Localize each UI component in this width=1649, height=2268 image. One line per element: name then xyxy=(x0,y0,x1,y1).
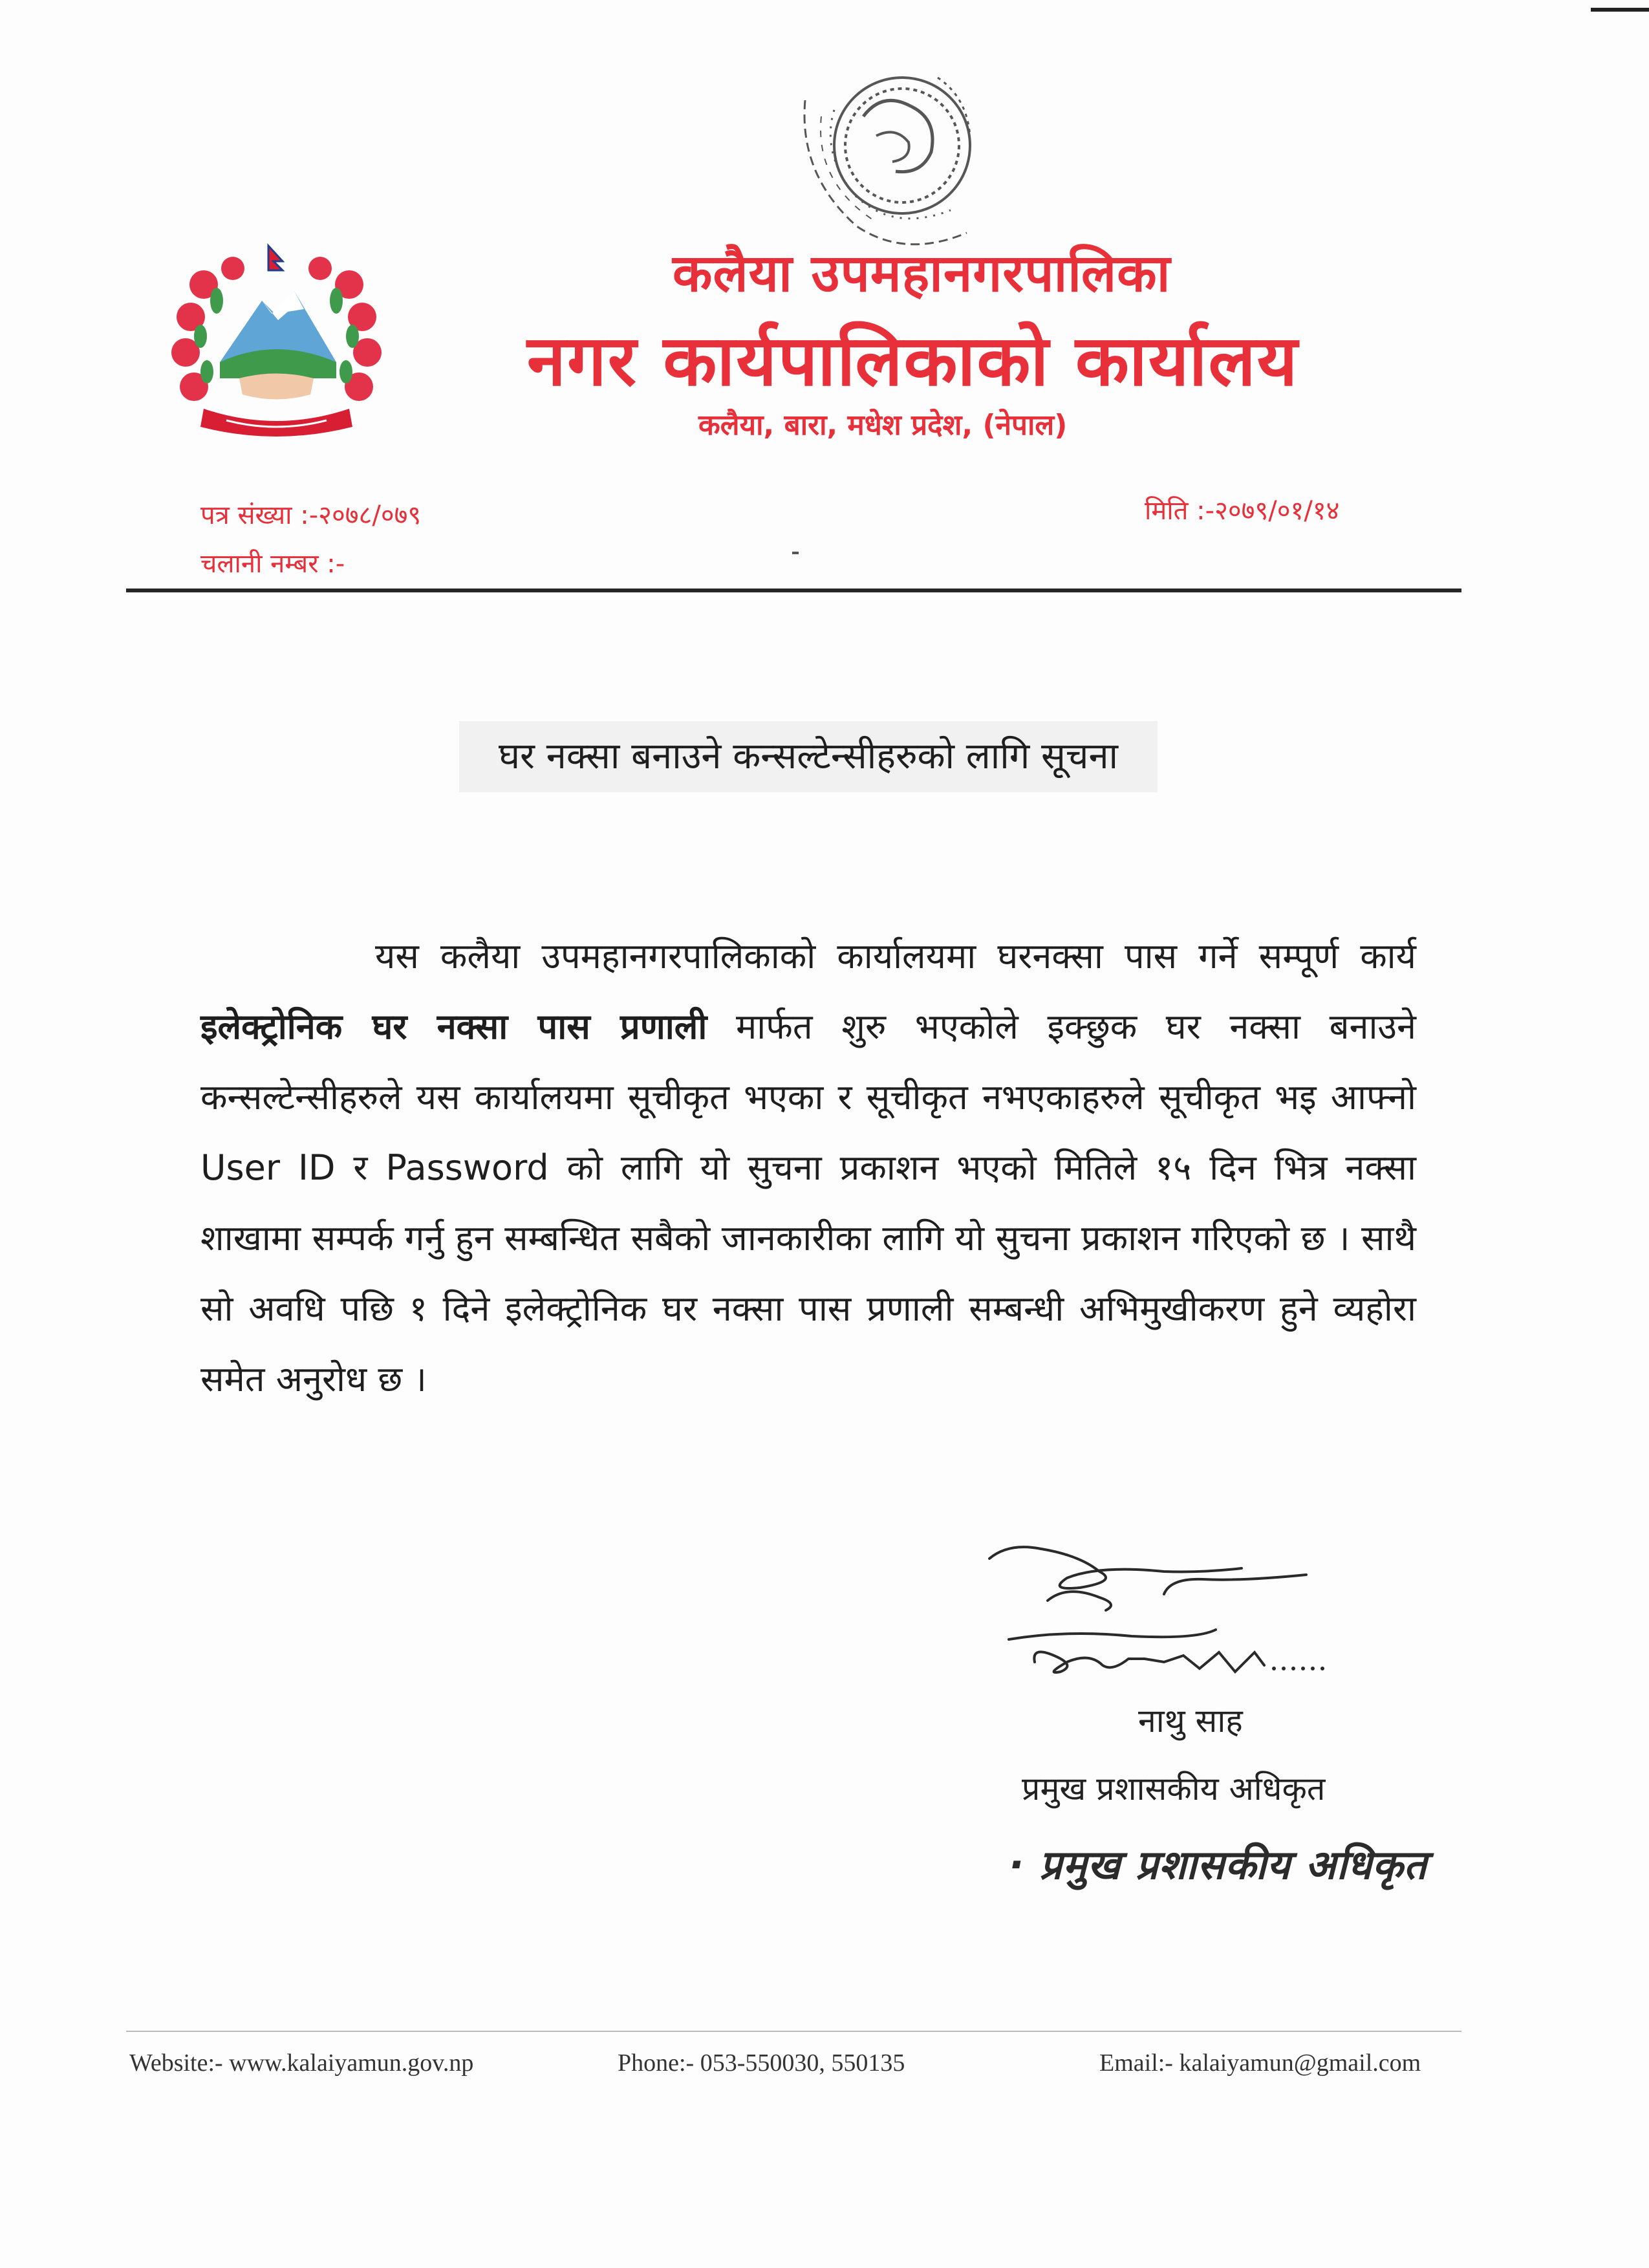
designation-stamp: · प्रमुख प्रशासकीय अधिकृत xyxy=(1009,1841,1427,1888)
body-text-part1: यस कलैया उपमहानगरपालिकाको कार्यालयमा घरनक्सा पास गर्ने सम्पूर्ण कार्य xyxy=(375,936,1416,977)
office-name: नगर कार्यपालिकाको कार्यालय xyxy=(527,321,1299,402)
scan-speck xyxy=(792,552,799,554)
letter-date: मिति :-२०७९/०१/१४ xyxy=(1145,496,1340,526)
scan-edge-mark xyxy=(1591,8,1649,12)
notice-body xyxy=(200,921,1416,1414)
nepal-emblem-icon xyxy=(165,239,388,446)
signatory-name: नाथु साह xyxy=(1138,1702,1243,1740)
signatory-title: प्रमुख प्रशासकीय अधिकृत xyxy=(1022,1770,1326,1808)
notice-subject: घर नक्सा बनाउने कन्सल्टेन्सीहरुको लागि सूचना xyxy=(459,721,1158,792)
office-address: कलैया, बारा, मधेश प्रदेश, (नेपाल) xyxy=(698,409,1068,442)
header-divider xyxy=(126,589,1461,592)
letter-number: पत्र संख्या :-२०७८/०७९ xyxy=(200,501,422,530)
body-text-part2: मार्फत शुरु भएकोले इक्छुक घर नक्सा बनाउने कन्सल्टेन्सीहरुले यस कार्यालयमा सूचीकृत भएका र सूचीकृत नभएकाहरुले सूचीकृत भइ आफ्नो User ID र Password को लागि यो सुचना प्रकाशन भएको मितिले १५ दिन भित्र नक्सा शाखामा सम्पर्क गर्नु हुन सम्बन्धित सबैको जानकारीका लागि यो सुचना प्रकाशन गरिएको छ । साथै सो अवधि पछि १ दिने इलेक्ट्रोनिक घर नक्सा पास प्रणाली सम्बन्धी अभिमुखीकरण हुने व्यहोरा समेत अनुरोध छ । xyxy=(200,1006,1416,1399)
reference-block xyxy=(200,491,421,589)
dispatch-number: चलानी नम्बर :- xyxy=(200,549,345,579)
footer-email: Email:- kalaiyamun@gmail.com xyxy=(1099,2049,1421,2077)
footer-divider xyxy=(126,2031,1461,2032)
footer-phone: Phone:- 053-550030, 550135 xyxy=(618,2049,905,2077)
body-text-bold: इलेक्ट्रोनिक घर नक्सा पास प्रणाली xyxy=(200,1006,707,1047)
municipality-name: कलैया उपमहानगरपालिका xyxy=(673,243,1171,303)
footer-website: Website:- www.kalaiyamun.gov.np xyxy=(129,2049,474,2077)
